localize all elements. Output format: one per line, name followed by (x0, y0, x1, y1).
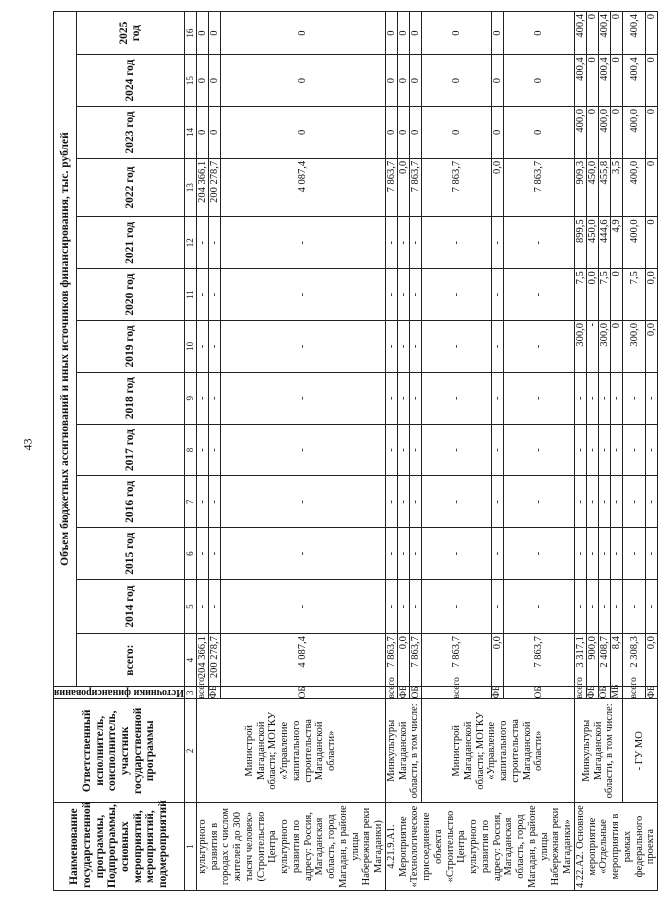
value-cell: 7 863,7 (385, 158, 397, 217)
value-cell: - (646, 424, 658, 476)
column-number-row (184, 12, 196, 891)
value-cell: - (220, 528, 385, 580)
value-cell: 0 (503, 55, 574, 107)
value-cell: 450,0 (586, 158, 598, 217)
value-cell: 7 863,7 (410, 158, 422, 217)
col-number: 10 (184, 321, 196, 373)
col-number: 5 (184, 580, 196, 634)
value-cell: 0 (385, 12, 397, 55)
value-cell: - (385, 217, 397, 269)
value-cell: - (422, 217, 492, 269)
value-cell: - (385, 476, 397, 528)
total-cell: 204 366,1 (196, 634, 208, 687)
value-cell: - (586, 476, 598, 528)
value-cell: - (503, 269, 574, 321)
value-cell: - (610, 476, 622, 528)
value-cell: 0 (610, 107, 622, 159)
value-cell: - (574, 476, 586, 528)
value-cell: - (196, 217, 208, 269)
value-cell: 0 (422, 107, 492, 159)
value-cell: - (196, 372, 208, 424)
value-cell: 0 (398, 12, 410, 55)
value-cell: 400,4 (598, 55, 610, 107)
value-cell: 0 (410, 55, 422, 107)
value-cell: 455,8 (598, 158, 610, 217)
value-cell: - (398, 424, 410, 476)
value-cell: - (220, 372, 385, 424)
col-number: 8 (184, 424, 196, 476)
col-number: 4 (184, 634, 196, 687)
header-year: 2025 год (76, 12, 184, 55)
col-number: 3 (184, 687, 196, 699)
value-cell: - (398, 476, 410, 528)
value-cell: 7,5 (574, 269, 586, 321)
value-cell: - (422, 269, 492, 321)
responsible-cell: - ГУ МО (622, 699, 657, 803)
col-number: 2 (184, 699, 196, 803)
value-cell: 0 (385, 55, 397, 107)
value-cell: - (610, 528, 622, 580)
value-cell: - (410, 217, 422, 269)
value-cell: - (385, 528, 397, 580)
col-number: 11 (184, 269, 196, 321)
total-cell: 4 087,4 (220, 634, 385, 687)
value-cell: - (410, 424, 422, 476)
value-cell: 400,4 (622, 55, 645, 107)
item-name: культурного развития в городах с числом жителей до 300 тысяч человек» (Строительство Центра культурного развития по адресу: Россия, Магаданская область, город Магадан, в районе улицы Набережная реки Магаданки) (196, 803, 385, 891)
value-cell: - (622, 476, 645, 528)
value-cell: 444,6 (598, 217, 610, 269)
value-cell: 0 (610, 12, 622, 55)
value-cell: 909,3 (574, 158, 586, 217)
value-cell: - (598, 476, 610, 528)
header-year: 2024 год (76, 55, 184, 107)
value-cell: - (422, 321, 492, 373)
value-cell: - (196, 580, 208, 634)
col-number: 14 (184, 107, 196, 159)
total-cell: 3 317,1 (574, 634, 586, 687)
value-cell: - (503, 372, 574, 424)
value-cell: 0 (503, 107, 574, 159)
total-cell: 7 863,7 (422, 634, 492, 687)
value-cell: - (491, 217, 503, 269)
value-cell: 0 (491, 12, 503, 55)
value-cell: - (196, 269, 208, 321)
value-cell: - (410, 476, 422, 528)
value-cell: - (503, 476, 574, 528)
page-number: 43 (20, 438, 35, 451)
col-number: 12 (184, 217, 196, 269)
header-year: 2020 год (76, 269, 184, 321)
header-name: Наименование государственной программы, Подпрограммы, основных мероприятий, мероприятий, подмероприятий (54, 803, 185, 891)
total-cell: 900,0 (586, 634, 598, 687)
header-year: 2017 год (76, 424, 184, 476)
value-cell: 0 (410, 12, 422, 55)
col-number: 13 (184, 158, 196, 217)
value-cell: - (385, 580, 397, 634)
total-cell: 0,0 (646, 634, 658, 687)
total-cell: 200 278,7 (208, 634, 220, 687)
source-cell: ОБ (503, 687, 574, 699)
header-year: 2019 год (76, 321, 184, 373)
source-cell: всего (422, 687, 492, 699)
total-cell: 7 863,7 (410, 634, 422, 687)
value-cell: 0 (586, 12, 598, 55)
value-cell: - (586, 372, 598, 424)
value-cell: 0 (646, 12, 658, 55)
col-number: 16 (184, 12, 196, 55)
value-cell: 0 (646, 107, 658, 159)
source-cell: всего (386, 677, 397, 699)
value-cell: 4,9 (610, 217, 622, 269)
value-cell: - (385, 321, 397, 373)
source-cell: ФБ (587, 685, 598, 699)
value-cell: - (220, 321, 385, 373)
total-cell: 7 863,7 (385, 634, 397, 687)
source-cell: ОБ (220, 687, 385, 699)
value-cell: - (208, 269, 220, 321)
value-cell: 0,0 (646, 269, 658, 321)
total-cell: 7 863,7 (503, 634, 574, 687)
source-cell: МБ (611, 684, 622, 699)
source-cell: всего (575, 677, 586, 699)
value-cell: - (646, 372, 658, 424)
value-cell: - (208, 321, 220, 373)
value-cell: - (646, 580, 658, 634)
value-cell: - (598, 580, 610, 634)
value-cell: - (610, 580, 622, 634)
value-cell: 0 (196, 107, 208, 159)
value-cell: - (574, 372, 586, 424)
value-cell: - (208, 372, 220, 424)
value-cell: 0,0 (646, 321, 658, 373)
value-cell: - (398, 321, 410, 373)
table-row (622, 12, 645, 891)
value-cell: - (586, 424, 598, 476)
value-cell: - (622, 528, 645, 580)
item-name: 4.21.9.А1. Мероприятие «Технологическое присоединение объекта «Строительство Центра культурного развития по адресу: Россия, Магаданская область, город Магадан, в районе улицы Набережная реки Магаданки» (385, 803, 574, 891)
value-cell: - (422, 528, 492, 580)
value-cell: 400,4 (598, 12, 610, 55)
value-cell: - (646, 528, 658, 580)
value-cell: - (598, 424, 610, 476)
value-cell: 0 (410, 107, 422, 159)
table-row (574, 12, 586, 891)
value-cell: - (422, 476, 492, 528)
value-cell: - (503, 580, 574, 634)
value-cell: - (503, 217, 574, 269)
responsible-cell: Минкультуры Магаданской области, в том числе: (574, 699, 622, 803)
value-cell: 899,5 (574, 217, 586, 269)
value-cell: - (622, 580, 645, 634)
value-cell: - (220, 476, 385, 528)
value-cell: - (491, 580, 503, 634)
value-cell: - (410, 528, 422, 580)
value-cell: - (385, 269, 397, 321)
value-cell: - (196, 528, 208, 580)
header-total: всего: (76, 634, 184, 687)
total-cell: 8,4 (610, 634, 622, 687)
header-year: 2021 год (76, 217, 184, 269)
value-cell: 0 (491, 107, 503, 159)
value-cell: - (196, 476, 208, 528)
value-cell: 400,0 (622, 217, 645, 269)
value-cell: - (422, 372, 492, 424)
value-cell: 400,4 (574, 55, 586, 107)
value-cell: - (208, 217, 220, 269)
value-cell: 0,0 (491, 158, 503, 217)
value-cell: 0 (646, 55, 658, 107)
value-cell: 0 (208, 107, 220, 159)
value-cell: - (385, 372, 397, 424)
value-cell: 0 (422, 12, 492, 55)
value-cell: 200 278,7 (208, 158, 220, 217)
value-cell: 0,0 (398, 158, 410, 217)
value-cell: 400,0 (598, 107, 610, 159)
value-cell: 0 (646, 217, 658, 269)
value-cell: - (586, 528, 598, 580)
value-cell: 7 863,7 (503, 158, 574, 217)
header-row-1 (54, 12, 77, 891)
value-cell: - (220, 269, 385, 321)
responsible-cell: Министрой Магаданской области; МОГКУ «Управление капитального строительства Магаданской области» (422, 699, 575, 803)
header-responsible: Ответственный исполнитель, соисполнитель, участник государственной программы (54, 699, 185, 803)
value-cell: - (574, 528, 586, 580)
value-cell: - (422, 424, 492, 476)
value-cell: - (208, 424, 220, 476)
value-cell: - (610, 372, 622, 424)
value-cell: - (646, 476, 658, 528)
value-cell: - (398, 372, 410, 424)
source-cell: всего (622, 687, 645, 699)
value-cell: - (574, 580, 586, 634)
value-cell: - (398, 528, 410, 580)
value-cell: - (410, 372, 422, 424)
value-cell: - (491, 476, 503, 528)
value-cell: 300,0 (622, 321, 645, 373)
source-cell: ФБ (209, 685, 220, 699)
source-cell: ОБ (410, 686, 421, 699)
value-cell: 0 (491, 55, 503, 107)
value-cell: 0 (220, 107, 385, 159)
responsible-cell: Министрой Магаданской области; МОГКУ «Управление капитального строительства Магаданской области» (196, 699, 385, 803)
value-cell: - (385, 424, 397, 476)
value-cell: - (491, 269, 503, 321)
value-cell: - (220, 580, 385, 634)
value-cell: - (491, 424, 503, 476)
header-year: 2015 год (76, 528, 184, 580)
value-cell: - (622, 424, 645, 476)
value-cell: 7,5 (598, 269, 610, 321)
value-cell: 7 863,7 (422, 158, 492, 217)
header-year: 2016 год (76, 476, 184, 528)
value-cell: 400,0 (574, 107, 586, 159)
item-name: 4.22.А2. Основное мероприятие «Отдельные мероприятия в рамках федерального проекта (574, 803, 657, 891)
value-cell: 0 (196, 12, 208, 55)
responsible-cell: Минкультуры Магаданской области, в том числе: (385, 699, 421, 803)
header-year: 2023 год (76, 107, 184, 159)
value-cell: - (196, 321, 208, 373)
value-cell: 0 (220, 12, 385, 55)
value-cell: - (398, 217, 410, 269)
value-cell: - (622, 372, 645, 424)
table-row (196, 12, 208, 891)
value-cell: 0 (196, 55, 208, 107)
value-cell: - (422, 580, 492, 634)
value-cell: 0 (610, 55, 622, 107)
total-cell: 0,0 (491, 634, 503, 687)
col-number: 9 (184, 372, 196, 424)
rotated-page (53, 11, 658, 891)
value-cell: - (586, 580, 598, 634)
value-cell: - (503, 321, 574, 373)
source-cell: ОБ (599, 686, 610, 699)
value-cell: 450,0 (586, 217, 598, 269)
value-cell: 0 (586, 55, 598, 107)
value-cell: - (598, 528, 610, 580)
source-cell: всего (197, 677, 208, 699)
col-number: 15 (184, 55, 196, 107)
value-cell: - (196, 424, 208, 476)
header-sources: Источники финансирования (54, 687, 184, 699)
value-cell: - (503, 424, 574, 476)
value-cell: 400,0 (622, 107, 645, 159)
value-cell: - (491, 321, 503, 373)
col-number: 1 (184, 803, 196, 891)
value-cell: 0 (610, 269, 622, 321)
value-cell: 0 (398, 107, 410, 159)
source-cell: ФБ (492, 685, 503, 699)
value-cell: 0 (208, 55, 220, 107)
value-cell: - (398, 269, 410, 321)
col-number: 7 (184, 476, 196, 528)
value-cell: 0 (220, 55, 385, 107)
value-cell: - (220, 424, 385, 476)
value-cell: 400,0 (622, 158, 645, 217)
value-cell: 7,5 (622, 269, 645, 321)
value-cell: 0 (208, 12, 220, 55)
table-row (385, 12, 397, 891)
header-year: 2014 год (76, 580, 184, 634)
value-cell: - (491, 528, 503, 580)
total-cell: 2 308,3 (622, 634, 645, 687)
value-cell: 300,0 (574, 321, 586, 373)
funding-table (53, 11, 658, 891)
value-cell: 400,4 (574, 12, 586, 55)
value-cell: - (398, 580, 410, 634)
total-cell: 2 408,7 (598, 634, 610, 687)
header-year: 2018 год (76, 372, 184, 424)
value-cell: 0 (503, 12, 574, 55)
value-cell: 0 (398, 55, 410, 107)
source-cell: ФБ (646, 685, 657, 699)
source-cell: ФБ (398, 685, 409, 699)
value-cell: 300,0 (598, 321, 610, 373)
value-cell: 3,5 (610, 158, 622, 217)
value-cell: - (610, 424, 622, 476)
header-year: 2022 год (76, 158, 184, 217)
value-cell: - (410, 269, 422, 321)
value-cell: 0 (422, 55, 492, 107)
value-cell: - (491, 372, 503, 424)
value-cell: - (503, 528, 574, 580)
value-cell: 0 (646, 158, 658, 217)
value-cell: 0 (385, 107, 397, 159)
table-row (422, 12, 492, 891)
value-cell: 0 (586, 107, 598, 159)
value-cell: - (574, 424, 586, 476)
value-cell: 0,0 (586, 269, 598, 321)
value-cell: 400,4 (622, 12, 645, 55)
header-funding: Объем бюджетных ассигнований и иных источников финансирования, тыс. рублей (54, 12, 77, 687)
value-cell: 204 366,1 (196, 158, 208, 217)
value-cell: - (410, 580, 422, 634)
value-cell: - (208, 528, 220, 580)
value-cell: - (598, 372, 610, 424)
value-cell: - (220, 217, 385, 269)
col-number: 6 (184, 528, 196, 580)
value-cell: - (208, 580, 220, 634)
total-cell: 0,0 (398, 634, 410, 687)
value-cell: - (586, 321, 598, 373)
value-cell: 0 (610, 321, 622, 373)
value-cell: - (208, 476, 220, 528)
value-cell: - (410, 321, 422, 373)
value-cell: 4 087,4 (220, 158, 385, 217)
